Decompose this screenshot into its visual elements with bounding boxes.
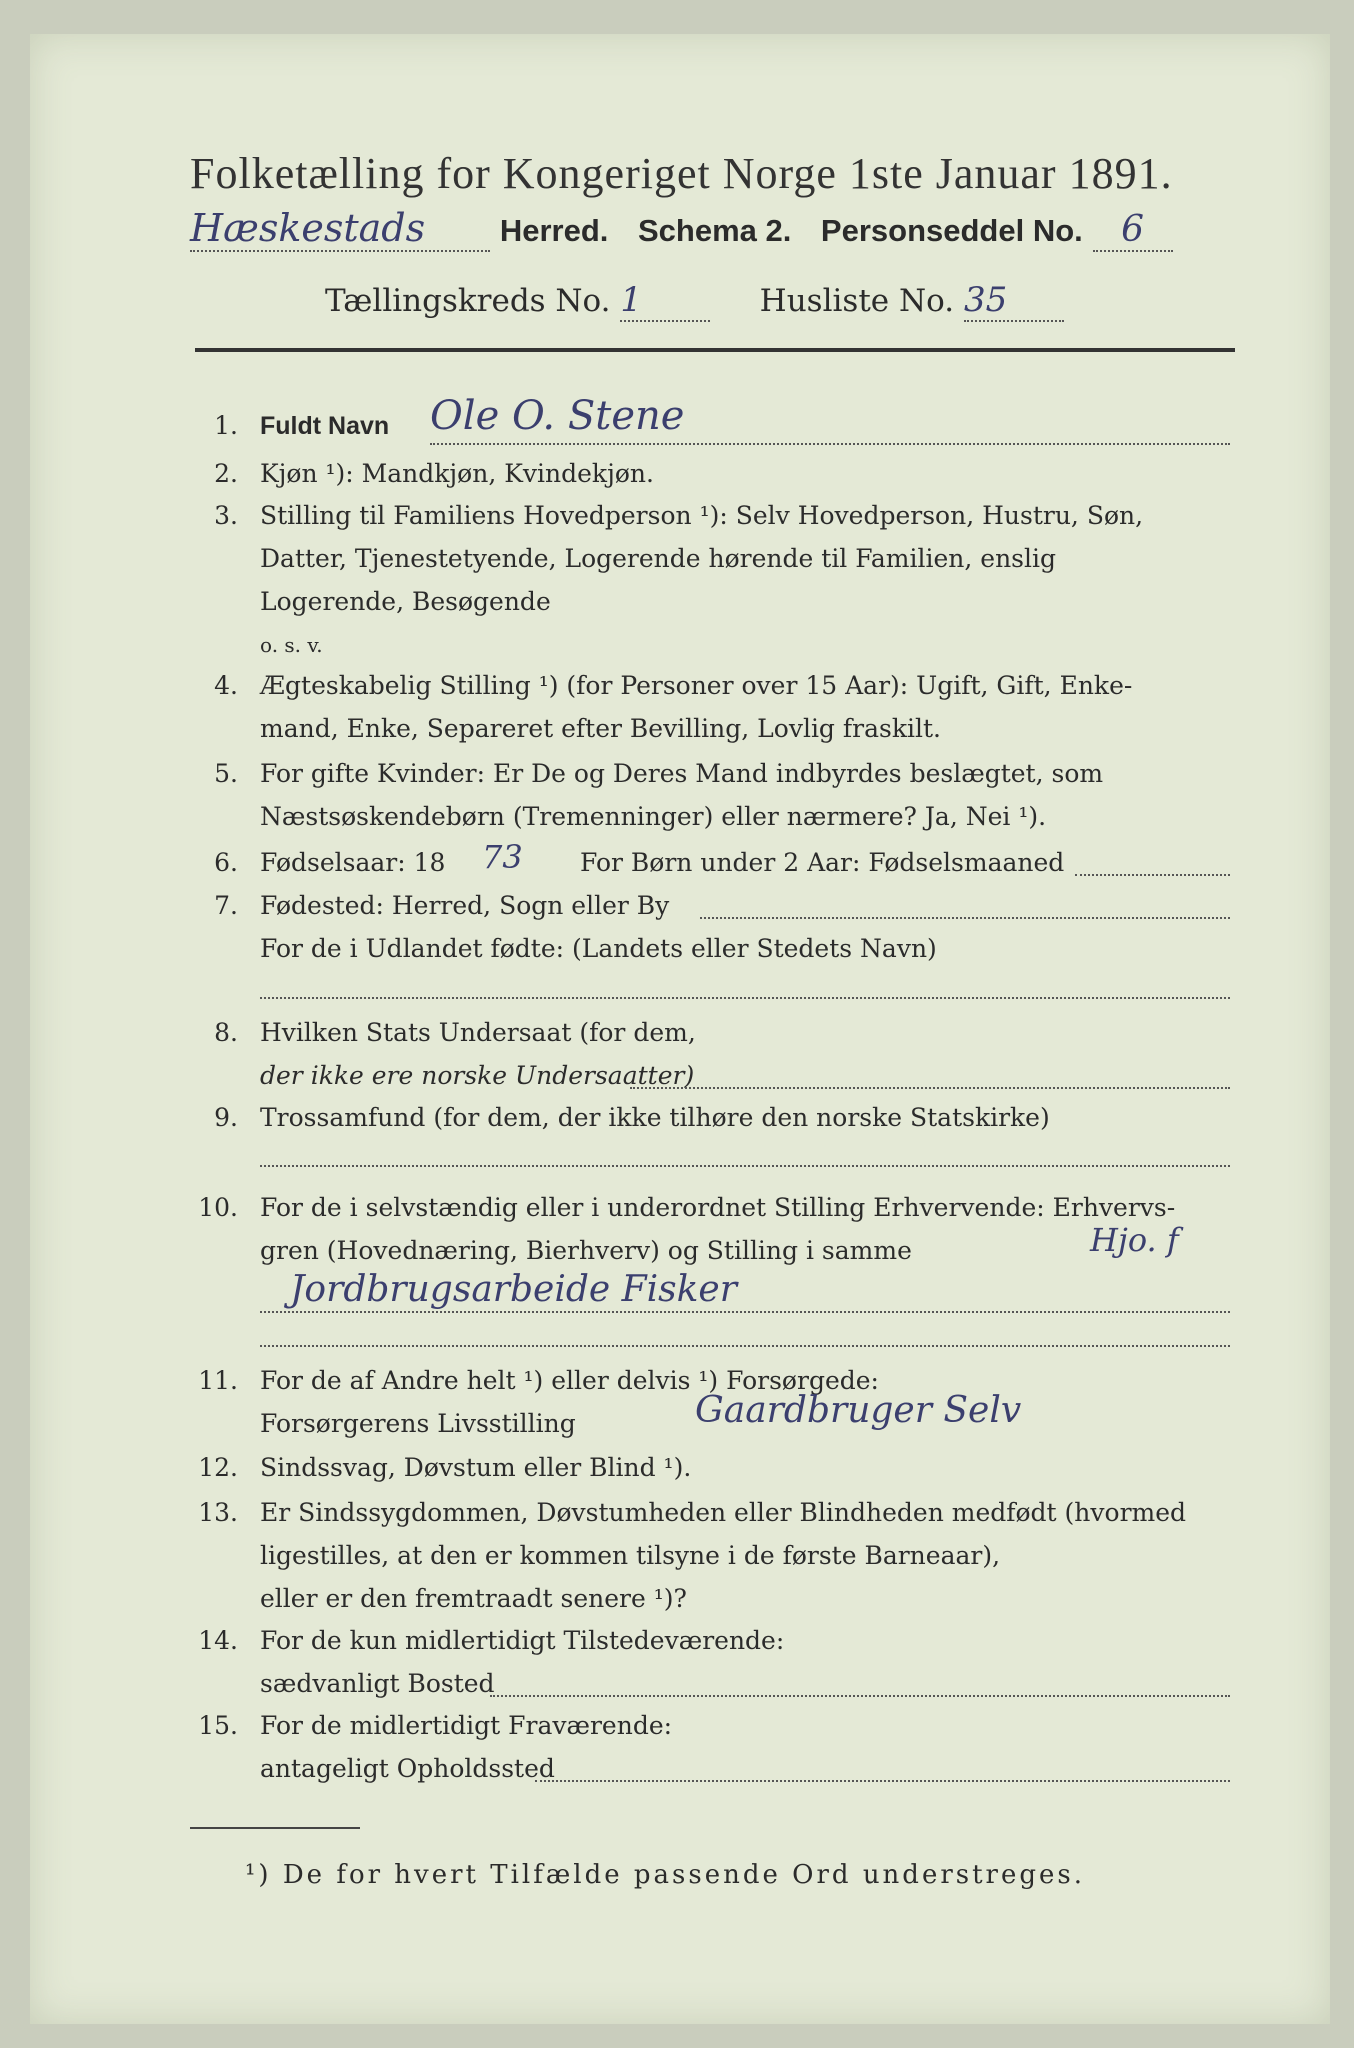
item-number: 11. (198, 1366, 238, 1395)
occupation-value-a: Hjo. f (1090, 1221, 1179, 1259)
birth-year-value: 73 (482, 838, 523, 876)
item-line: For de af Andre helt ¹) eller delvis ¹) Forsørgede: (260, 1366, 879, 1395)
item-line: der ikke ere norske Undersaatter) (260, 1061, 695, 1090)
item-line: Er Sindssygdommen, Døvstumheden eller Blindheden medfødt (hvormed (260, 1498, 1187, 1527)
herred-value: Hæskestads (190, 206, 490, 252)
item-number: 1. (214, 411, 238, 440)
item-line: Næstsøskendebørn (Tremenninger) eller nærmere? Ja, Nei ¹). (260, 802, 1047, 831)
leader-dots (260, 1345, 1230, 1347)
form-title: Folketælling for Kongeriget Norge 1ste Januar 1891. (190, 149, 1173, 198)
item-line: For Børn under 2 Aar: Fødselsmaaned (580, 848, 1065, 877)
kreds-value: 1 (620, 280, 710, 322)
provider-value: Gaardbruger Selv (695, 1390, 1022, 1431)
husliste-label: Husliste No. (759, 283, 955, 319)
header-line-2 (325, 280, 1064, 322)
item-line: For de i Udlandet fødte: (Landets eller Stedets Navn) (260, 934, 937, 963)
husliste-value: 35 (964, 280, 1064, 322)
item-number: 14. (198, 1626, 238, 1655)
item-line: sædvanligt Bosted (260, 1669, 495, 1698)
item-number: 2. (214, 459, 238, 488)
item-line: Sindssvag, Døvstum eller Blind ¹). (260, 1453, 692, 1482)
item-line: Ægteskabelig Stilling ¹) (for Personer over 15 Aar): Ugift, Gift, Enke- (260, 671, 1133, 700)
item-line: Datter, Tjenestetyende, Logerende hørende til Familien, enslig (260, 544, 1057, 573)
header-rule (195, 348, 1235, 352)
item-line: o. s. v. (260, 633, 323, 657)
item-label: Kjøn ¹): Mandkjøn, Kvindekjøn. (260, 459, 654, 488)
leader-dots (490, 1695, 1230, 1697)
item-line: For gifte Kvinder: Er De og Deres Mand indbyrdes beslægtet, som (260, 759, 1104, 788)
leader-dots (535, 1780, 1230, 1782)
kreds-label: Tællingskreds No. (325, 283, 611, 319)
item-number: 4. (214, 671, 238, 700)
personseddel-value: 6 (1093, 209, 1173, 252)
item-number: 5. (214, 759, 238, 788)
item-line: Hvilken Stats Undersaat (for dem, (260, 1018, 696, 1047)
item-label: Fødselsaar: 18 (260, 848, 446, 877)
item-line: For de i selvstændig eller i underordnet Stilling Erhvervende: Erhvervs- (260, 1193, 1176, 1222)
item-line: Stilling til Familiens Hovedperson ¹): Selv Hovedperson, Hustru, Søn, (260, 501, 1144, 530)
item-label: Fuldt Navn (260, 412, 390, 440)
item-line: Trossamfund (for dem, der ikke tilhøre den norske Statskirke) (260, 1103, 1050, 1132)
item-line: antageligt Opholdssted (260, 1754, 555, 1783)
leader-dots (430, 443, 1230, 445)
item-line: ligestilles, at den er kommen tilsyne i de første Barneaar), (260, 1541, 1001, 1570)
item-line: Forsørgerens Livsstilling (260, 1409, 576, 1438)
item-line: mand, Enke, Separeret efter Bevilling, Lovlig fraskilt. (260, 714, 941, 743)
leader-dots (1075, 874, 1230, 876)
occupation-value-b: Jordbrugsarbeide Fisker (290, 1269, 737, 1310)
item-number: 15. (198, 1711, 238, 1740)
item-line: eller er den fremtraadt senere ¹)? (260, 1584, 687, 1613)
item-number: 8. (214, 1018, 238, 1047)
item-number: 13. (198, 1498, 238, 1527)
header-line-1 (190, 206, 1173, 252)
leader-dots (260, 1311, 1230, 1313)
item-line: For de midlertidigt Fraværende: (260, 1711, 673, 1740)
leader-dots (630, 1087, 1230, 1089)
item-line: For de kun midlertidigt Tilstedeværende: (260, 1626, 785, 1655)
item-number: 6. (214, 848, 238, 877)
item-line: Logerende, Besøgende (260, 587, 551, 616)
item-line: Fødested: Herred, Sogn eller By (260, 891, 670, 920)
footnote: ¹) De for hvert Tilfælde passende Ord understreges. (245, 1860, 1086, 1890)
leader-dots (260, 1165, 1230, 1167)
leader-dots (260, 997, 1230, 999)
personseddel-label: Personseddel No. (820, 213, 1083, 248)
item-number: 10. (198, 1193, 238, 1222)
leader-dots (700, 917, 1230, 919)
full-name-value: Ole O. Stene (430, 393, 685, 439)
item-line: gren (Hovednæring, Bierhverv) og Stilling i samme (260, 1236, 912, 1265)
item-number: 12. (198, 1453, 238, 1482)
footnote-rule (190, 1827, 360, 1829)
item-number: 7. (214, 891, 238, 920)
item-number: 9. (214, 1103, 238, 1132)
schema-label: Schema 2. (637, 213, 792, 248)
herred-label: Herred. (499, 213, 609, 248)
item-number: 3. (214, 501, 238, 530)
